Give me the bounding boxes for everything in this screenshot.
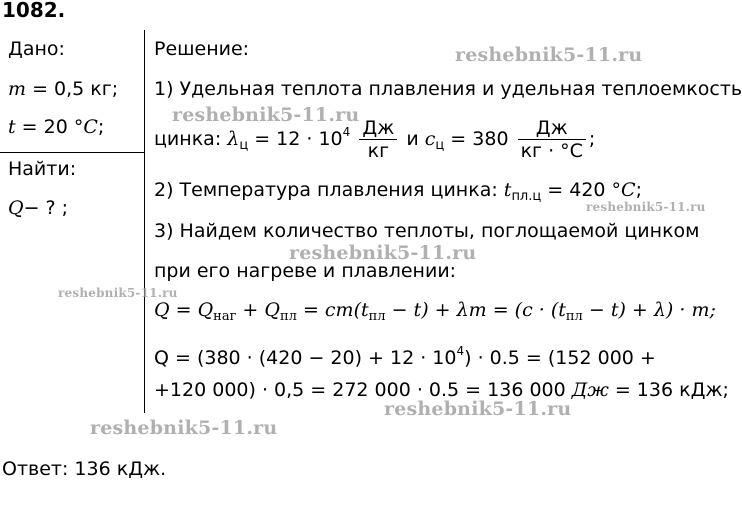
given-mass [8, 77, 118, 101]
temp-value: = 20 ° [15, 116, 84, 138]
lambda-sub: ц [239, 138, 249, 153]
divider-horizontal [0, 152, 144, 153]
find-symbol: Q [8, 197, 24, 219]
step1-prefix: цинка: [154, 128, 228, 150]
temp-unit: C [83, 116, 98, 138]
calc2-a: +120 000) · 0,5 = 272 000 · 0.5 = 136 000 [154, 379, 572, 401]
answer: Ответ: 136 кДж. [2, 458, 167, 480]
mass-symbol: m [8, 78, 27, 100]
tmelt-unit: C [621, 179, 636, 201]
solution-heading: Решение: [154, 38, 250, 60]
given-temperature [8, 115, 104, 139]
frac2-num: Дж [535, 117, 568, 139]
step1-end: ; [588, 128, 596, 150]
step2-text: 2) Температура плавления цинка: [154, 179, 504, 201]
formula-line [154, 298, 716, 329]
tmelt-sub: пл.ц [511, 189, 542, 204]
calc1-exp: 4 [456, 344, 465, 358]
temp-symbol: t [8, 116, 16, 138]
tmelt-value: = 420 ° [541, 179, 622, 201]
watermark: reshebnik5-11.ru [172, 104, 360, 126]
formula-sub-pl3: пл [565, 309, 583, 324]
formula-sub-nag: наг [213, 309, 237, 324]
find-heading: Найти: [8, 158, 77, 180]
formula-sub-pl1: пл [279, 309, 297, 324]
watermark: reshebnik5-11.ru [289, 242, 477, 264]
c-sub: ц [435, 138, 445, 153]
watermark: reshebnik5-11.ru [586, 200, 706, 214]
calc2-unit: Дж [571, 379, 609, 401]
step2-line [154, 178, 642, 209]
divider-vertical [144, 30, 145, 413]
temp-end: ; [97, 116, 105, 138]
mass-value: = 0,5 кг; [26, 78, 119, 100]
step1-line1: 1) Удельная теплота плавления и удельная теплоемкость [154, 78, 742, 100]
fraction-j-kg [359, 117, 397, 162]
fraction-j-kgc [518, 117, 586, 162]
c-value: = 380 [444, 128, 509, 150]
lambda-exp: 4 [342, 125, 351, 139]
find-item [8, 196, 68, 220]
c-symbol: c [424, 128, 436, 150]
calc-line1 [154, 339, 656, 370]
tmelt-end: ; [635, 179, 642, 201]
formula-part-a: Q = Q [154, 299, 214, 321]
formula-part-c: = cm(t [296, 299, 369, 321]
formula-part-b: + Q [236, 299, 280, 321]
frac1-num: Дж [362, 117, 395, 139]
and-word: и [400, 128, 425, 150]
problem-number: 1082. [2, 0, 66, 22]
lambda-symbol: λ [227, 128, 240, 150]
calc1-end: ) · 0.5 = (152 000 + [464, 347, 656, 369]
calc1-a: Q = (380 · (420 − 20) + 12 · 10 [154, 347, 457, 369]
tmelt-symbol: t [503, 179, 512, 201]
frac2-den: кг · °C [518, 139, 586, 162]
watermark: reshebnik5-11.ru [384, 398, 572, 420]
step3-line1: 3) Найдем количество теплоты, поглощаемой цинком [154, 220, 700, 242]
frac1-den: кг [359, 139, 397, 162]
watermark: reshebnik5-11.ru [455, 44, 643, 66]
lambda-value: = 12 · 10 [248, 128, 343, 150]
formula-part-d: − t) + λm = (c · (t [385, 299, 566, 321]
formula-part-e: − t) + λ) · m; [582, 299, 716, 321]
step3-line2: при его нагреве и плавлении: [154, 260, 457, 282]
calc2-end: = 136 кДж; [608, 379, 729, 401]
find-rest: − ? ; [23, 197, 69, 219]
formula-sub-pl2: пл [368, 309, 386, 324]
watermark: reshebnik5-11.ru [90, 417, 278, 439]
watermark: reshebnik5-11.ru [58, 286, 178, 300]
given-heading: Дано: [8, 38, 65, 60]
